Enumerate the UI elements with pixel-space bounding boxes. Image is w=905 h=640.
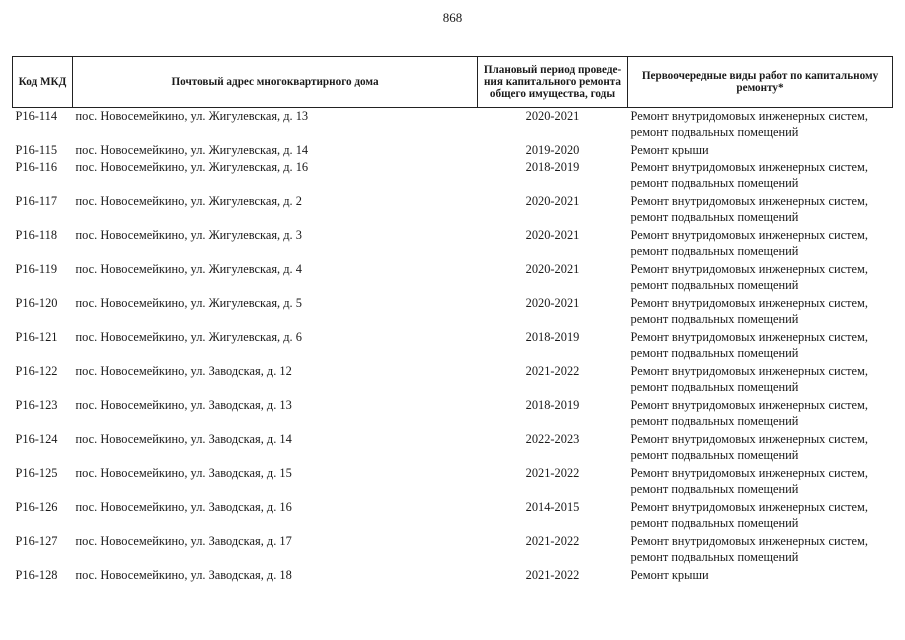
page-number: 868	[442, 10, 463, 25]
row-period: 2021-2022	[525, 568, 580, 582]
row-code: Р16-118	[15, 228, 58, 242]
row-code: Р16-122	[15, 364, 58, 378]
row-address: пос. Новосемейкино, ул. Заводская, д. 18	[75, 568, 292, 582]
column-header-period: Плановый период проведе-ния капитального ремонта общего имущества, годы	[478, 57, 628, 108]
table-row	[13, 567, 893, 584]
row-code: Р16-127	[15, 534, 58, 548]
row-address: пос. Новосемейкино, ул. Заводская, д. 12	[75, 364, 292, 378]
row-address: пос. Новосемейкино, ул. Заводская, д. 17	[75, 534, 292, 548]
row-period: 2014-2015	[525, 500, 580, 514]
row-works: Ремонт крыши	[630, 568, 709, 582]
row-works: Ремонт внутридомовых инженерных систем, ремонт подвальных помещений	[630, 364, 868, 394]
table-row	[13, 261, 893, 295]
building-registry-table	[12, 56, 893, 584]
row-period: 2020-2021	[525, 228, 580, 242]
row-address: пос. Новосемейкино, ул. Жигулевская, д. 3	[75, 228, 302, 242]
row-code: Р16-124	[15, 432, 58, 446]
row-works: Ремонт внутридомовых инженерных систем, ремонт подвальных помещений	[630, 296, 868, 326]
row-code: Р16-116	[15, 160, 58, 174]
row-code: Р16-119	[15, 262, 58, 276]
row-works: Ремонт внутридомовых инженерных систем, ремонт подвальных помещений	[630, 228, 868, 258]
row-code: Р16-126	[15, 500, 58, 514]
table-row	[13, 142, 893, 159]
row-code: Р16-120	[15, 296, 58, 310]
row-period: 2021-2022	[525, 466, 580, 480]
row-works: Ремонт внутридомовых инженерных систем, ремонт подвальных помещений	[630, 330, 868, 360]
table-row	[13, 159, 893, 193]
row-address: пос. Новосемейкино, ул. Заводская, д. 16	[75, 500, 292, 514]
row-code: Р16-114	[15, 109, 58, 123]
row-period: 2018-2019	[525, 160, 580, 174]
row-works: Ремонт внутридомовых инженерных систем, ремонт подвальных помещений	[630, 262, 868, 292]
table-row	[13, 295, 893, 329]
row-period: 2018-2019	[525, 398, 580, 412]
row-works: Ремонт внутридомовых инженерных систем, ремонт подвальных помещений	[630, 432, 868, 462]
column-header-works: Первоочередные виды работ по капитальному ремонту*	[628, 57, 893, 108]
row-address: пос. Новосемейкино, ул. Жигулевская, д. 4	[75, 262, 302, 276]
table-row	[13, 499, 893, 533]
row-address: пос. Новосемейкино, ул. Жигулевская, д. 2	[75, 194, 302, 208]
row-period: 2020-2021	[525, 109, 580, 123]
row-address: пос. Новосемейкино, ул. Жигулевская, д. 16	[75, 160, 309, 174]
row-period: 2020-2021	[525, 296, 580, 310]
row-address: пос. Новосемейкино, ул. Жигулевская, д. 5	[75, 296, 302, 310]
table-row	[13, 533, 893, 567]
row-period: 2019-2020	[525, 143, 580, 157]
table-row	[13, 363, 893, 397]
row-works: Ремонт внутридомовых инженерных систем, ремонт подвальных помещений	[630, 398, 868, 428]
row-address: пос. Новосемейкино, ул. Жигулевская, д. 14	[75, 143, 309, 157]
row-works: Ремонт внутридомовых инженерных систем, ремонт подвальных помещений	[630, 466, 868, 496]
row-period: 2022-2023	[525, 432, 580, 446]
table-row	[13, 227, 893, 261]
row-code: Р16-128	[15, 568, 58, 582]
row-address: пос. Новосемейкино, ул. Заводская, д. 13	[75, 398, 292, 412]
table-row	[13, 329, 893, 363]
row-works: Ремонт внутридомовых инженерных систем, ремонт подвальных помещений	[630, 194, 868, 224]
row-address: пос. Новосемейкино, ул. Заводская, д. 15	[75, 466, 292, 480]
row-period: 2018-2019	[525, 330, 580, 344]
table-header-row	[13, 57, 893, 108]
row-works: Ремонт крыши	[630, 143, 709, 157]
row-works: Ремонт внутридомовых инженерных систем, ремонт подвальных помещений	[630, 160, 868, 190]
row-period: 2021-2022	[525, 534, 580, 548]
row-address: пос. Новосемейкино, ул. Жигулевская, д. 13	[75, 109, 309, 123]
row-period: 2020-2021	[525, 262, 580, 276]
table-row	[13, 193, 893, 227]
row-works: Ремонт внутридомовых инженерных систем, ремонт подвальных помещений	[630, 109, 868, 139]
column-header-code: Код МКД	[13, 57, 73, 108]
row-code: Р16-115	[15, 143, 58, 157]
table-row	[13, 108, 893, 143]
row-period: 2021-2022	[525, 364, 580, 378]
row-works: Ремонт внутридомовых инженерных систем, ремонт подвальных помещений	[630, 500, 868, 530]
row-code: Р16-125	[15, 466, 58, 480]
row-address: пос. Новосемейкино, ул. Заводская, д. 14	[75, 432, 292, 446]
row-address: пос. Новосемейкино, ул. Жигулевская, д. 6	[75, 330, 302, 344]
table-row	[13, 431, 893, 465]
row-works: Ремонт внутридомовых инженерных систем, ремонт подвальных помещений	[630, 534, 868, 564]
row-period: 2020-2021	[525, 194, 580, 208]
column-header-address: Почтовый адрес многоквартирного дома	[73, 57, 478, 108]
table-row	[13, 397, 893, 431]
row-code: Р16-117	[15, 194, 58, 208]
table-row	[13, 465, 893, 499]
row-code: Р16-121	[15, 330, 58, 344]
row-code: Р16-123	[15, 398, 58, 412]
